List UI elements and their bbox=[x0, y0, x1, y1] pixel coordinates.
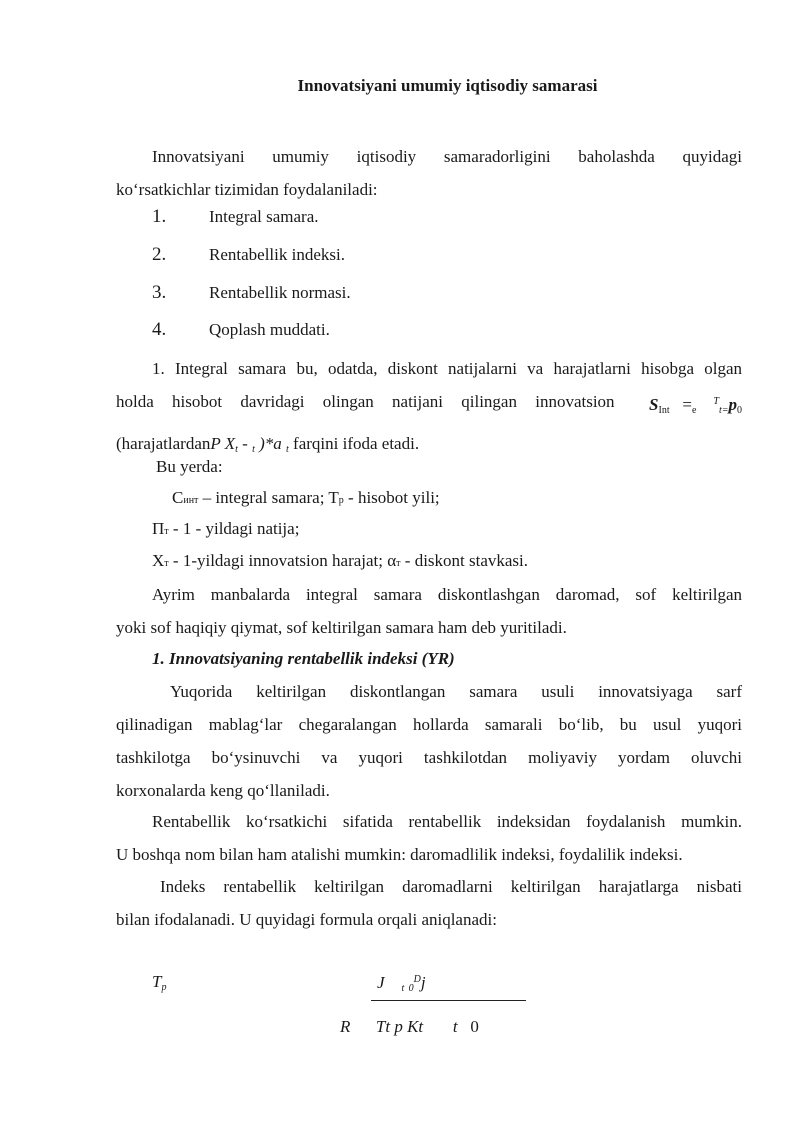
symbol-sub: т bbox=[164, 558, 169, 569]
formula-symbol: T bbox=[152, 972, 162, 991]
section-heading: 1. Innovatsiyaning rentabellik indeksi (YR) bbox=[152, 649, 455, 668]
integral-line-2 bbox=[116, 385, 742, 427]
list-number: 1. bbox=[152, 206, 167, 227]
symbol-x: Х bbox=[152, 551, 165, 570]
formula-sub: t= bbox=[718, 405, 729, 416]
list-text: Integral samara. bbox=[209, 207, 319, 226]
formula-tp bbox=[152, 967, 166, 1003]
formula-numerator bbox=[377, 965, 426, 1004]
above-line-3: tashkilotga bo‘ysinuvchi va yuqori tashkilotdan moliyaviy yordam oluvchi bbox=[116, 748, 742, 767]
formula-sub: e bbox=[691, 405, 697, 416]
formula-sub: p bbox=[161, 982, 167, 993]
fraction-line bbox=[371, 1000, 526, 1001]
list-item bbox=[152, 315, 330, 345]
where-c-text: – integral samara; T bbox=[198, 488, 339, 507]
formula-symbol: S bbox=[649, 395, 659, 414]
where-x-text-2: - diskont stavkasi. bbox=[400, 551, 529, 570]
intro-line-2: ko‘rsatkichlar tizimidan foydalaniladi: bbox=[116, 180, 378, 199]
formula-sub: t bbox=[401, 983, 405, 994]
where-x-text: - 1-yildagi innovatsion harajat; α bbox=[168, 551, 397, 570]
above-paragraph bbox=[116, 675, 742, 807]
formula-symbol: R bbox=[340, 1017, 351, 1036]
formula-denominator bbox=[340, 1012, 479, 1042]
where-x-line bbox=[152, 546, 528, 579]
integral-line-2-text: holda hisobot davridagi olingan natijani qilingan innovatsion bbox=[116, 392, 615, 411]
integral-line-1: 1. Integral samara bu, odatda, diskont natijalarni va harajatlarni hisobga olgan bbox=[152, 359, 742, 378]
index-line-2: bilan ifodalanadi. U quyidagi formula orqali aniqlanadi: bbox=[116, 910, 497, 929]
list-item bbox=[152, 240, 345, 270]
list-number: 3. bbox=[152, 282, 167, 303]
formula-eq: = bbox=[682, 395, 692, 414]
symbol-p: П bbox=[152, 519, 165, 538]
where-p-line bbox=[152, 514, 299, 547]
index-line-1: Indeks rentabellik keltirilgan daromadlarni keltirilgan harajatlarga nisbati bbox=[160, 877, 742, 896]
formula-sub: 0 bbox=[737, 405, 742, 416]
formula-symbol: J bbox=[377, 973, 385, 992]
formula-part: )*a bbox=[254, 434, 287, 453]
formula-sup: T bbox=[713, 396, 719, 407]
integral-paragraph bbox=[116, 352, 742, 466]
formula-symbol: j bbox=[420, 973, 426, 992]
rent-line-2: U boshqa nom bilan ham atalishi mumkin: daromadlilik indeksi, foydalilik indeksi. bbox=[116, 845, 683, 864]
formula-symbol: p bbox=[728, 395, 737, 414]
where-c-line bbox=[172, 483, 440, 516]
symbol-c: C bbox=[172, 488, 184, 507]
formula-part: - bbox=[237, 434, 253, 453]
formula-part: P X bbox=[210, 434, 236, 453]
page-title: Innovatsiyani umumiy iqtisodiy samarasi bbox=[297, 76, 598, 95]
integral-line-3-post: farqini ifoda etadi. bbox=[288, 434, 420, 453]
formula-symbol: t bbox=[452, 1017, 458, 1036]
where-label: Bu yerda: bbox=[156, 457, 223, 476]
intro-paragraph bbox=[116, 140, 742, 206]
formula-sub: t bbox=[286, 444, 289, 455]
symbol-sub: инт bbox=[183, 495, 199, 506]
symbol-sub: т bbox=[396, 558, 401, 569]
rent-paragraph bbox=[116, 805, 742, 871]
formula-sub: t bbox=[252, 444, 255, 455]
rent-line-1: Rentabellik ko‘rsatkichi sifatida rentabellik indeksidan foydalanish mumkin. bbox=[152, 812, 742, 831]
list-text: Qoplash muddati. bbox=[209, 320, 330, 339]
index-paragraph bbox=[116, 870, 742, 936]
formula-sub: t bbox=[235, 444, 238, 455]
intro-line-1: Innovatsiyani umumiy iqtisodiy samaradorligini baholashda quyidagi bbox=[152, 147, 742, 166]
where-c-text-2: - hisobot yili; bbox=[343, 488, 440, 507]
formula-sub: Int bbox=[658, 405, 670, 416]
sources-line-1: Ayrim manbalarda integral samara diskontlashgan daromad, sof keltirilgan bbox=[152, 585, 742, 604]
list-text: Rentabellik normasi. bbox=[209, 283, 351, 302]
formula-sub: 0 bbox=[408, 983, 414, 994]
above-line-1: Yuqorida keltirilgan diskontlangan samara usuli innovatsiyaga sarf bbox=[170, 682, 742, 701]
list-number: 4. bbox=[152, 319, 167, 340]
above-line-2: qilinadigan mablag‘lar chegaralangan hollarda samarali bo‘lib, bu usul yuqori bbox=[116, 715, 742, 734]
formula-sup: D bbox=[413, 974, 421, 985]
list-item bbox=[152, 278, 351, 308]
where-p-text: - 1 - yildagi natija; bbox=[168, 519, 300, 538]
list-number: 2. bbox=[152, 244, 167, 265]
sources-paragraph bbox=[116, 578, 742, 644]
integral-formula bbox=[649, 385, 742, 427]
symbol-sub: p bbox=[338, 495, 344, 506]
symbol-sub: т bbox=[164, 526, 169, 537]
formula-number: 0 bbox=[470, 1017, 479, 1036]
formula-part: Tt p Kt bbox=[375, 1017, 424, 1036]
list-text: Rentabellik indeksi. bbox=[209, 245, 345, 264]
integral-line-3-pre: (harajatlardan bbox=[116, 434, 211, 453]
sources-line-2: yoki sof haqiqiy qiymat, sof keltirilgan samara ham deb yuritiladi. bbox=[116, 618, 567, 637]
above-line-4: korxonalarda keng qo‘llaniladi. bbox=[116, 781, 330, 800]
list-item bbox=[152, 202, 319, 232]
